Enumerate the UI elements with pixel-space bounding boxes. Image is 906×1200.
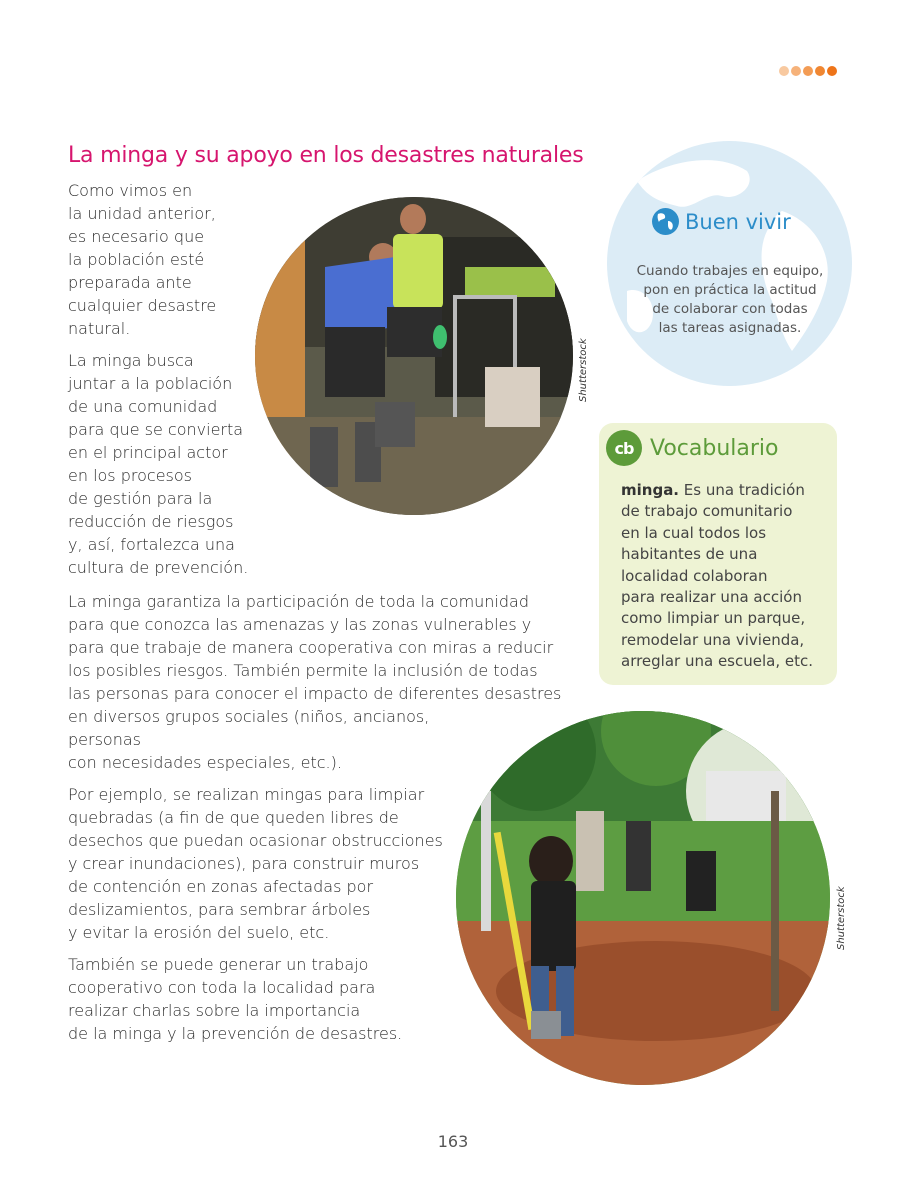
definition-first-line (621, 480, 813, 501)
vocabulary-icon: cb (606, 430, 642, 466)
text-line: juntar a la población (68, 374, 233, 393)
dot-3 (803, 66, 813, 76)
text-line: También se puede generar un trabajo (68, 955, 369, 974)
text-line: Cuando trabajes en equipo, (636, 263, 824, 279)
text-line: reducción de riesgos (68, 512, 234, 531)
text-line: localidad colaboran (621, 566, 768, 585)
text-line: personas (68, 730, 141, 749)
text-line: y, así, fortalezca una (68, 535, 235, 554)
text-line: arreglar una escuela, etc. (621, 652, 813, 671)
text-line: cooperativo con toda la localidad para (68, 978, 376, 997)
tree-planting-photo (456, 711, 830, 1085)
participation-paragraph (68, 590, 561, 774)
text-line: la unidad anterior, (68, 204, 216, 223)
text-line: en el principal actor (68, 443, 228, 462)
text-line: para que conozca las amenazas y las zonas vulnerables y (68, 615, 532, 634)
tree-planting-illustration (456, 711, 830, 1085)
text-line: Es una tradición (679, 481, 805, 499)
text-line: la población esté (68, 250, 205, 269)
text-line: natural. (68, 319, 131, 338)
text-line: Como vimos en (68, 181, 193, 200)
text-line: de trabajo comunitario (621, 502, 793, 521)
text-line: los posibles riesgos. También permite la inclusión de todas (68, 661, 538, 680)
text-line: de colaborar con todas (652, 301, 808, 317)
cooperative-paragraph (68, 953, 402, 1045)
vocabulary-definition (621, 480, 813, 673)
text-line: realizar charlas sobre la importancia (68, 1001, 361, 1020)
text-line: para que trabaje de manera cooperativa con miras a reducir (68, 638, 554, 657)
text-line: las personas para conocer el impacto de diferentes desastres (68, 684, 562, 703)
section-title: La minga y su apoyo en los desastres naturales (68, 143, 584, 168)
text-line: habitantes de una (621, 545, 758, 564)
text-line: Por ejemplo, se realizan mingas para limpiar (68, 785, 425, 804)
text-line: las tareas asignadas. (658, 320, 802, 336)
text-line: de una comunidad (68, 397, 218, 416)
text-line: La minga garantiza la participación de toda la comunidad (68, 592, 530, 611)
text-line: de gestión para la (68, 489, 213, 508)
globe-icon (652, 208, 679, 235)
text-line: quebradas (a fin de que queden libres de (68, 808, 399, 827)
minga-paragraph (68, 349, 248, 579)
text-line: para que se convierta (68, 420, 244, 439)
text-line: es necesario que (68, 227, 205, 246)
dot-5 (827, 66, 837, 76)
buen-vivir-text (612, 262, 848, 338)
text-line: de la minga y la prevención de desastres. (68, 1024, 403, 1043)
text-line: La minga busca (68, 351, 194, 370)
text-line: en los procesos (68, 466, 192, 485)
text-line: y evitar la erosión del suelo, etc. (68, 923, 330, 942)
intro-paragraph (68, 179, 216, 340)
photo-credit: Shutterstock (836, 886, 847, 950)
flood-cleanup-photo (255, 197, 573, 515)
text-line: pon en práctica la actitud (643, 282, 817, 298)
decorative-dots (779, 66, 837, 76)
page-number: 163 (437, 1132, 469, 1151)
dot-1 (779, 66, 789, 76)
text-line: como limpiar un parque, (621, 609, 806, 628)
flood-cleanup-illustration (255, 197, 573, 515)
vocabulary-title: Vocabulario (650, 435, 779, 461)
example-paragraph (68, 783, 443, 944)
buen-vivir-title: Buen vivir (685, 209, 791, 234)
dot-2 (791, 66, 801, 76)
text-line: en diversos grupos sociales (niños, ancianos, (68, 707, 430, 726)
text-line: cultura de prevención. (68, 558, 249, 577)
text-line: de contención en zonas afectadas por (68, 877, 374, 896)
buen-vivir-heading (652, 208, 791, 235)
vocabulary-heading (606, 430, 779, 466)
text-line: y crear inundaciones), para construir muros (68, 854, 420, 873)
vocabulary-term: minga. (621, 481, 680, 499)
text-line: preparada ante (68, 273, 192, 292)
photo-credit: Shutterstock (578, 338, 589, 402)
text-line: cualquier desastre (68, 296, 217, 315)
text-line: desechos que puedan ocasionar obstrucciones (68, 831, 443, 850)
text-line: en la cual todos los (621, 523, 767, 542)
text-line: remodelar una vivienda, (621, 630, 805, 649)
text-line: deslizamientos, para sembrar árboles (68, 900, 371, 919)
dot-4 (815, 66, 825, 76)
text-line: para realizar una acción (621, 588, 802, 607)
text-line: con necesidades especiales, etc.). (68, 753, 342, 772)
